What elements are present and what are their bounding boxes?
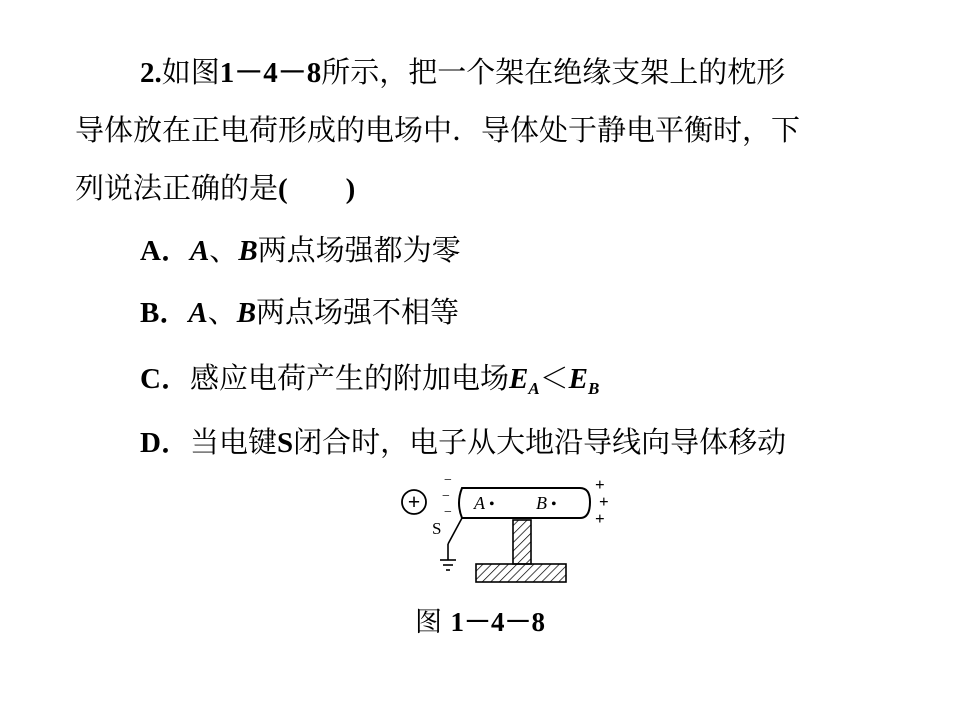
point-a-dot: • <box>489 496 495 513</box>
point-a-label: A <box>474 493 485 513</box>
question-line-1: 2.如图1－4－8所示，把一个架在绝缘支架上的枕形 <box>140 55 786 89</box>
point-b-dot: • <box>551 496 557 513</box>
figure-reference: 1－4－8 <box>219 57 322 89</box>
answer-bracket: ( ) <box>278 173 356 205</box>
insulating-stand-post <box>513 520 531 564</box>
induced-plus-2: + <box>599 492 609 511</box>
induced-minus-2: − <box>442 489 450 504</box>
question-line-3: 列说法正确的是( ) <box>75 171 356 205</box>
switch-label: S <box>432 519 442 538</box>
insulating-stand-base <box>476 564 566 582</box>
option-b: B．A、B两点场强不相等 <box>140 295 460 329</box>
point-b-label: B <box>536 493 547 513</box>
induced-plus-1: + <box>595 475 605 494</box>
question-number: 2. <box>140 57 162 89</box>
induced-plus-3: + <box>595 509 605 528</box>
question-line-2: 导体放在正电荷形成的电场中．导体处于静电平衡时，下 <box>75 113 801 147</box>
figure-caption: 图 1－4－8 <box>414 607 546 638</box>
induced-minus-3: − <box>444 505 452 520</box>
positive-charge-sign: + <box>407 489 421 514</box>
option-d: D．当电键S闭合时，电子从大地沿导线向导体移动 <box>140 425 787 459</box>
switch-blade <box>448 518 462 544</box>
option-c: C．感应电荷产生的附加电场$E_A<E_B$ <box>140 361 600 398</box>
pillow-conductor-figure <box>390 470 630 590</box>
induced-minus-1: − <box>444 473 452 488</box>
option-a: A．A、B两点场强都为零 <box>140 233 461 267</box>
